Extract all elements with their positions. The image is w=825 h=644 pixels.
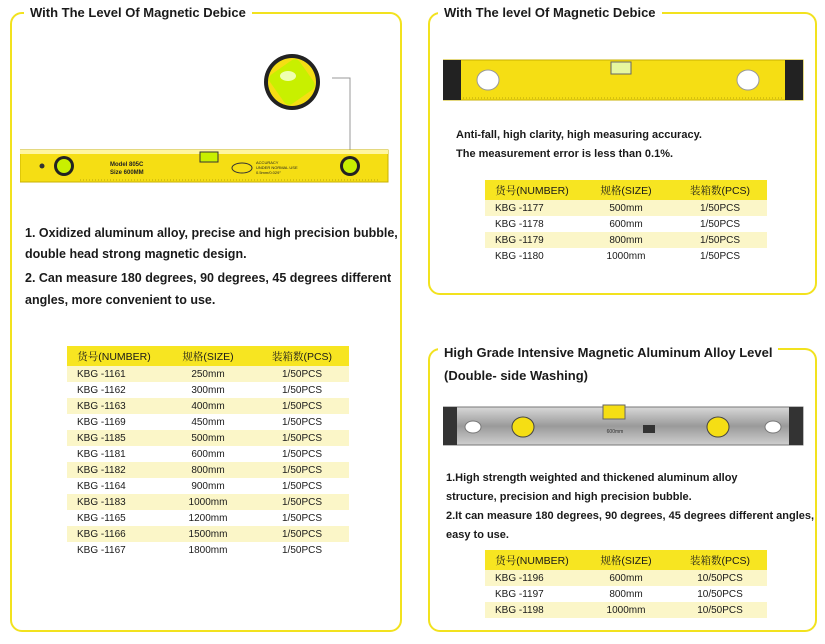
table-cell: 300mm: [161, 382, 255, 398]
callout-line: [332, 78, 350, 160]
magnified-vial-icon: [264, 54, 320, 110]
spirit-level-image-2: [443, 58, 805, 104]
panel1-title: With The Level Of Magnetic Debice: [24, 5, 252, 20]
table-row: [67, 478, 349, 494]
bubble-vial-icon: [737, 70, 759, 90]
panel1-text1-line2: double head strong magnetic design.: [25, 247, 247, 261]
panel3-title-line1: High Grade Intensive Magnetic Aluminum Alloy Level: [438, 345, 778, 360]
table-cell: KBG -1164: [67, 478, 161, 494]
table-cell: 1/50PCS: [673, 248, 767, 264]
table-header: 装箱数(PCS): [673, 550, 767, 570]
table-cell: 1/50PCS: [255, 462, 349, 478]
table-cell: KBG -1167: [67, 542, 161, 558]
table-header: 规格(SIZE): [579, 550, 673, 570]
panel2-text-line1: Anti-fall, high clarity, high measuring accuracy.: [456, 129, 702, 141]
table-cell: 1000mm: [579, 602, 673, 618]
table-cell: 1500mm: [161, 526, 255, 542]
table-row: [67, 526, 349, 542]
table-row: [67, 398, 349, 414]
table-cell: 1/50PCS: [255, 414, 349, 430]
table-row: [67, 462, 349, 478]
spirit-level-image: [20, 50, 390, 190]
table-cell: 1/50PCS: [673, 216, 767, 232]
table-cell: 1/50PCS: [673, 232, 767, 248]
hand-hole: [765, 421, 781, 433]
table-cell: 400mm: [161, 398, 255, 414]
table-cell: KBG -1178: [485, 216, 579, 232]
table-cell: KBG -1181: [67, 446, 161, 462]
table-cell: 800mm: [579, 232, 673, 248]
table-cell: KBG -1183: [67, 494, 161, 510]
table-row: [485, 602, 767, 618]
table-cell: KBG -1166: [67, 526, 161, 542]
table-cell: 250mm: [161, 366, 255, 382]
panel1-spec-table: [67, 346, 349, 558]
svg-text:UNDER NORMAL USE: UNDER NORMAL USE: [256, 165, 298, 170]
table-cell: 10/50PCS: [673, 570, 767, 586]
table-cell: KBG -1162: [67, 382, 161, 398]
panel3-text2-line2: easy to use.: [446, 529, 509, 541]
aluminum-level-image: [443, 403, 805, 449]
table-cell: 500mm: [161, 430, 255, 446]
table-cell: KBG -1180: [485, 248, 579, 264]
table-cell: 1800mm: [161, 542, 255, 558]
table-header: 装箱数(PCS): [255, 346, 349, 366]
table-row: [67, 446, 349, 462]
table-cell: 1/50PCS: [255, 478, 349, 494]
table-cell: 1000mm: [579, 248, 673, 264]
table-cell: KBG -1169: [67, 414, 161, 430]
panel1-text1-line1: 1. Oxidized aluminum alloy, precise and high precision bubble,: [25, 226, 398, 240]
table-cell: 1/50PCS: [255, 398, 349, 414]
end-cap: [443, 407, 457, 445]
table-row: [485, 248, 767, 264]
table-cell: KBG -1198: [485, 602, 579, 618]
table-cell: 900mm: [161, 478, 255, 494]
table-header: 装箱数(PCS): [673, 180, 767, 200]
svg-text:ACCURACY: ACCURACY: [256, 160, 279, 165]
table-row: [67, 382, 349, 398]
table-cell: 600mm: [579, 570, 673, 586]
table-header: 规格(SIZE): [161, 346, 255, 366]
table-cell: KBG -1182: [67, 462, 161, 478]
table-header: 货号(NUMBER): [485, 180, 579, 200]
center-vial-icon: [603, 405, 625, 419]
table-cell: KBG -1185: [67, 430, 161, 446]
end-cap: [785, 60, 803, 100]
panel3-spec-table: [485, 550, 767, 618]
table-cell: KBG -1161: [67, 366, 161, 382]
table-cell: 450mm: [161, 414, 255, 430]
panel3-text1-line2: structure, precision and high precision bubble.: [446, 491, 692, 503]
table-cell: 1/50PCS: [255, 510, 349, 526]
hand-hole: [465, 421, 481, 433]
table-cell: 1/50PCS: [673, 200, 767, 216]
bubble-vial-icon: [477, 70, 499, 90]
table-header: 货号(NUMBER): [67, 346, 161, 366]
table-row: [67, 414, 349, 430]
table-cell: KBG -1163: [67, 398, 161, 414]
table-cell: 800mm: [161, 462, 255, 478]
table-cell: 800mm: [579, 586, 673, 602]
table-cell: 1200mm: [161, 510, 255, 526]
table-row: [485, 216, 767, 232]
table-cell: 500mm: [579, 200, 673, 216]
table-cell: 10/50PCS: [673, 602, 767, 618]
panel1-text2-line1: 2. Can measure 180 degrees, 90 degrees, 45 degrees different: [25, 271, 392, 285]
table-row: [485, 570, 767, 586]
level-size-text: Size 600MM: [110, 170, 144, 176]
table-cell: 600mm: [161, 446, 255, 462]
table-row: [67, 430, 349, 446]
panel3-text1-line1: 1.High strength weighted and thickened aluminum alloy: [446, 472, 738, 484]
table-row: [485, 232, 767, 248]
level-size-text: 600mm: [606, 429, 624, 435]
bubble-vial-icon: [512, 417, 534, 437]
table-cell: KBG -1197: [485, 586, 579, 602]
table-cell: KBG -1179: [485, 232, 579, 248]
table-cell: 1/50PCS: [255, 446, 349, 462]
center-vial-icon: [611, 62, 631, 74]
table-row: [485, 200, 767, 216]
table-cell: 1/50PCS: [255, 542, 349, 558]
table-cell: KBG -1196: [485, 570, 579, 586]
table-row: [67, 510, 349, 526]
table-row: [67, 366, 349, 382]
table-row: [67, 542, 349, 558]
table-cell: KBG -1165: [67, 510, 161, 526]
level-model-text: Model 805C: [110, 162, 144, 168]
panel3-title-line2: (Double- side Washing): [444, 368, 588, 383]
table-row: [485, 586, 767, 602]
table-cell: 10/50PCS: [673, 586, 767, 602]
table-cell: 1/50PCS: [255, 430, 349, 446]
table-cell: 1/50PCS: [255, 526, 349, 542]
end-cap: [443, 60, 461, 100]
panel3-text2-line1: 2.It can measure 180 degrees, 90 degrees, 45 degrees different angles,: [446, 510, 815, 522]
panel2-spec-table: [485, 180, 767, 264]
panel1-text2-line2: angles, more convenient to use.: [25, 293, 216, 307]
table-row: [67, 494, 349, 510]
table-cell: 1/50PCS: [255, 382, 349, 398]
end-cap: [789, 407, 803, 445]
table-cell: 600mm: [579, 216, 673, 232]
table-header: 货号(NUMBER): [485, 550, 579, 570]
table-cell: 1/50PCS: [255, 494, 349, 510]
svg-text:0.5mm/0.029°: 0.5mm/0.029°: [256, 170, 281, 175]
center-vial-icon: [200, 152, 218, 162]
panel2-title: With The level Of Magnetic Debice: [438, 5, 662, 20]
table-cell: 1/50PCS: [255, 366, 349, 382]
table-cell: 1000mm: [161, 494, 255, 510]
panel2-text-line2: The measurement error is less than 0.1%.: [456, 148, 674, 160]
bubble-vial-icon: [707, 417, 729, 437]
table-cell: KBG -1177: [485, 200, 579, 216]
table-header: 规格(SIZE): [579, 180, 673, 200]
